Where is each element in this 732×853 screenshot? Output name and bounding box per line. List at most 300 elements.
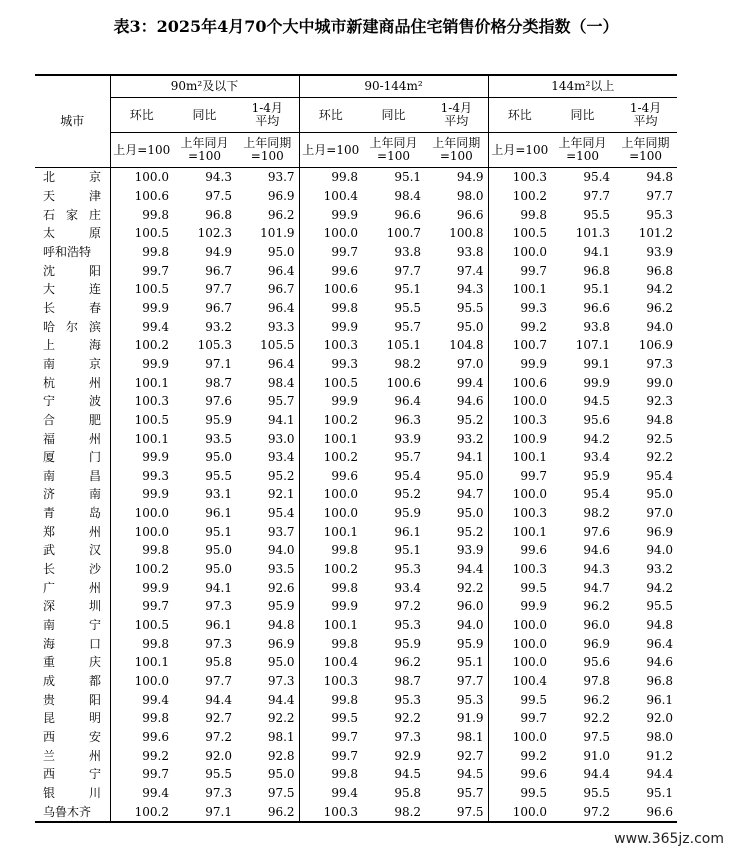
city-name-char: 州 <box>88 580 101 595</box>
value-cell: 100.1 <box>512 524 548 539</box>
value-cell: 93.9 <box>394 431 422 446</box>
value-cell: 100.4 <box>323 655 359 670</box>
city-name-cell <box>35 728 110 747</box>
city-name-char: 济 <box>43 487 56 502</box>
city-name-char: 京 <box>88 170 101 185</box>
city-name-char: 波 <box>88 394 101 409</box>
value-cell: 97.1 <box>173 802 236 822</box>
value-cell: 94.4 <box>236 690 299 709</box>
value-cell: 95.7 <box>394 319 422 334</box>
value-cell: 94.4 <box>425 560 488 579</box>
value-cell: 99.3 <box>331 356 359 371</box>
value-cell: 95.3 <box>425 690 488 709</box>
value-cell: 95.3 <box>394 618 422 633</box>
value-cell: 94.1 <box>205 580 232 595</box>
value-cell: 98.7 <box>394 674 422 689</box>
value-cell: 94.8 <box>646 412 674 427</box>
value-cell: 94.7 <box>425 485 488 504</box>
city-name-char: 阳 <box>88 263 101 278</box>
value-cell: 101.2 <box>638 226 674 241</box>
value-cell: 94.3 <box>583 562 611 577</box>
base-header-cell: 上年同月 =100 <box>362 133 425 168</box>
subheader-cell: 1-4月 平均 <box>236 98 299 133</box>
value-cell: 95.0 <box>425 317 488 336</box>
value-cell: 95.6 <box>583 655 611 670</box>
value-cell: 94.9 <box>205 244 232 259</box>
city-name-char: 长 <box>43 300 56 315</box>
value-cell: 96.1 <box>394 524 422 539</box>
city-name-char: 南 <box>43 618 56 633</box>
value-cell: 100.1 <box>134 431 169 446</box>
value-cell: 100.2 <box>134 338 169 353</box>
value-cell: 94.0 <box>646 319 674 334</box>
table-row <box>35 522 677 541</box>
city-name-cell <box>35 467 110 486</box>
city-name-char: 重 <box>43 655 56 670</box>
value-cell: 95.1 <box>205 524 232 539</box>
value-cell: 92.1 <box>236 485 299 504</box>
city-name-cell <box>35 578 110 597</box>
value-cell: 93.0 <box>236 429 299 448</box>
value-cell: 99.5 <box>331 711 359 726</box>
table-row <box>35 411 677 430</box>
value-cell: 92.0 <box>205 748 232 763</box>
value-cell: 99.7 <box>142 599 169 614</box>
table-row <box>35 448 677 467</box>
value-cell: 95.5 <box>205 767 232 782</box>
value-cell: 100.6 <box>386 375 422 390</box>
city-name-cell <box>35 672 110 691</box>
value-cell: 93.8 <box>583 319 611 334</box>
table-row <box>35 205 677 224</box>
city-name-char: 宁 <box>88 767 101 782</box>
base-header-cell: 上月=100 <box>299 133 362 168</box>
table-row <box>35 336 677 355</box>
value-cell: 99.5 <box>520 692 548 707</box>
city-column-header: 城市 <box>35 75 110 168</box>
value-cell: 99.9 <box>142 487 169 502</box>
value-cell: 94.3 <box>205 170 232 185</box>
city-name-char: 深 <box>43 599 56 614</box>
city-name-char: 西 <box>43 767 56 782</box>
group-header: 90-144m² <box>299 75 488 98</box>
value-cell: 100.0 <box>323 226 359 241</box>
value-cell: 96.9 <box>583 636 611 651</box>
subheader-cell: 1-4月 平均 <box>614 98 677 133</box>
value-cell: 98.0 <box>646 730 674 745</box>
value-cell: 97.5 <box>425 802 488 822</box>
value-cell: 99.7 <box>520 711 548 726</box>
value-cell: 99.8 <box>331 636 359 651</box>
subheader-cell: 环比 <box>299 98 362 133</box>
table-row <box>35 429 677 448</box>
city-name-cell <box>35 355 110 374</box>
value-cell: 94.6 <box>583 543 611 558</box>
table-row <box>35 784 677 803</box>
value-cell: 99.5 <box>520 580 548 595</box>
value-cell: 100.0 <box>512 394 548 409</box>
city-name-char: 庆 <box>88 655 101 670</box>
city-name-cell <box>35 261 110 280</box>
value-cell: 100.2 <box>134 562 169 577</box>
value-cell: 96.9 <box>236 187 299 206</box>
value-cell: 99.8 <box>331 543 359 558</box>
city-name-cell <box>35 280 110 299</box>
city-name-cell <box>35 392 110 411</box>
value-cell: 92.7 <box>205 711 232 726</box>
value-cell: 97.6 <box>205 394 232 409</box>
table-row <box>35 243 677 262</box>
city-name-char: 京 <box>88 356 101 371</box>
value-cell: 100.9 <box>512 431 548 446</box>
city-name-char: 郑 <box>43 524 56 539</box>
value-cell: 99.9 <box>520 356 548 371</box>
table-row <box>35 709 677 728</box>
city-name-char: 岛 <box>88 506 101 521</box>
city-name-cell <box>35 597 110 616</box>
value-cell: 99.6 <box>520 767 548 782</box>
value-cell: 96.7 <box>205 263 232 278</box>
value-cell: 95.0 <box>236 243 299 262</box>
value-cell: 100.5 <box>323 375 359 390</box>
value-cell: 95.5 <box>646 599 674 614</box>
value-cell: 100.0 <box>512 244 548 259</box>
value-cell: 94.4 <box>583 767 611 782</box>
value-cell: 102.3 <box>197 226 232 241</box>
value-cell: 97.3 <box>394 730 422 745</box>
value-cell: 98.4 <box>236 373 299 392</box>
city-name-cell <box>35 504 110 523</box>
value-cell: 99.6 <box>331 468 359 483</box>
city-name-char: 福 <box>43 431 56 446</box>
value-cell: 100.3 <box>323 674 359 689</box>
city-name-char: 南 <box>43 356 56 371</box>
city-name-char: 川 <box>88 785 101 800</box>
value-cell: 92.5 <box>646 431 674 446</box>
value-cell: 99.9 <box>331 319 359 334</box>
value-cell: 99.8 <box>520 207 548 222</box>
city-name-char: 肥 <box>88 412 101 427</box>
value-cell: 96.4 <box>394 394 422 409</box>
value-cell: 96.3 <box>394 412 422 427</box>
city-name-char: 贵 <box>43 692 56 707</box>
value-cell: 94.1 <box>236 411 299 430</box>
city-name-char: 明 <box>88 711 101 726</box>
value-cell: 96.4 <box>236 299 299 318</box>
value-cell: 95.8 <box>394 785 422 800</box>
value-cell: 94.0 <box>646 543 674 558</box>
value-cell: 100.3 <box>512 562 548 577</box>
value-cell: 100.0 <box>134 674 169 689</box>
city-name-cell <box>35 541 110 560</box>
value-cell: 96.8 <box>583 263 611 278</box>
value-cell: 95.9 <box>205 412 232 427</box>
value-cell: 100.0 <box>323 506 359 521</box>
city-name-cell <box>35 336 110 355</box>
value-cell: 98.4 <box>394 188 422 203</box>
value-cell: 97.3 <box>205 785 232 800</box>
value-cell: 99.6 <box>520 543 548 558</box>
city-name-char: 厦 <box>43 450 56 465</box>
value-cell: 101.9 <box>236 224 299 243</box>
value-cell: 95.0 <box>205 450 232 465</box>
city-name-char: 宁 <box>43 394 56 409</box>
value-cell: 93.5 <box>236 560 299 579</box>
city-name-cell <box>35 448 110 467</box>
value-cell: 99.8 <box>142 543 169 558</box>
city-name-char: 青 <box>43 506 56 521</box>
value-cell: 93.5 <box>205 431 232 446</box>
city-name-char: 原 <box>88 226 101 241</box>
city-name-char: 家 <box>65 207 78 222</box>
value-cell: 99.5 <box>520 785 548 800</box>
value-cell: 95.1 <box>394 170 422 185</box>
value-cell: 99.4 <box>142 319 169 334</box>
value-cell: 99.9 <box>331 599 359 614</box>
value-cell: 97.7 <box>425 672 488 691</box>
table-row <box>35 634 677 653</box>
value-cell: 96.2 <box>236 205 299 224</box>
value-cell: 95.5 <box>583 785 611 800</box>
value-cell: 100.6 <box>134 188 169 203</box>
value-cell: 92.7 <box>425 746 488 765</box>
value-cell: 92.2 <box>425 578 488 597</box>
city-name-char: 武 <box>43 543 56 558</box>
value-cell: 96.1 <box>205 506 232 521</box>
value-cell: 99.1 <box>583 356 611 371</box>
value-cell: 98.0 <box>425 187 488 206</box>
table-row <box>35 746 677 765</box>
value-cell: 93.4 <box>583 450 611 465</box>
value-cell: 99.8 <box>331 692 359 707</box>
city-name-char: 石 <box>43 207 56 222</box>
value-cell: 97.2 <box>205 730 232 745</box>
value-cell: 95.0 <box>425 504 488 523</box>
value-cell: 93.7 <box>236 168 299 187</box>
value-cell: 95.0 <box>236 765 299 784</box>
value-cell: 100.7 <box>386 226 422 241</box>
base-header-cell: 上年同期 =100 <box>236 133 299 168</box>
value-cell: 100.5 <box>134 618 169 633</box>
table-row <box>35 224 677 243</box>
value-cell: 97.3 <box>205 599 232 614</box>
city-name-cell <box>35 168 110 187</box>
value-cell: 96.1 <box>646 692 674 707</box>
value-cell: 95.5 <box>205 468 232 483</box>
city-name-cell <box>35 560 110 579</box>
value-cell: 93.2 <box>425 429 488 448</box>
table-row <box>35 317 677 336</box>
value-cell: 98.1 <box>425 728 488 747</box>
city-name-char: 春 <box>88 300 101 315</box>
value-cell: 94.9 <box>425 168 488 187</box>
value-cell: 95.5 <box>583 207 611 222</box>
value-cell: 92.6 <box>236 578 299 597</box>
value-cell: 99.7 <box>331 730 359 745</box>
value-cell: 101.3 <box>575 226 611 241</box>
value-cell: 95.4 <box>394 468 422 483</box>
value-cell: 92.8 <box>236 746 299 765</box>
value-cell: 99.8 <box>331 300 359 315</box>
value-cell: 94.3 <box>425 280 488 299</box>
value-cell: 99.3 <box>142 468 169 483</box>
base-header-cell: 上年同月 =100 <box>173 133 236 168</box>
value-cell: 96.0 <box>583 618 611 633</box>
value-cell: 92.2 <box>394 711 422 726</box>
value-cell: 96.9 <box>646 524 674 539</box>
table-row <box>35 504 677 523</box>
value-cell: 96.9 <box>236 634 299 653</box>
value-cell: 100.0 <box>134 506 169 521</box>
value-cell: 94.1 <box>583 244 611 259</box>
value-cell: 96.4 <box>236 261 299 280</box>
value-cell: 100.0 <box>512 618 548 633</box>
value-cell: 95.9 <box>236 597 299 616</box>
value-cell: 95.3 <box>646 207 674 222</box>
value-cell: 100.3 <box>512 506 548 521</box>
table-row <box>35 690 677 709</box>
value-cell: 93.3 <box>236 317 299 336</box>
value-cell: 95.1 <box>583 282 611 297</box>
value-cell: 96.0 <box>425 597 488 616</box>
city-name-char: 昆 <box>43 711 56 726</box>
city-name-cell <box>35 784 110 803</box>
value-cell: 94.7 <box>583 580 611 595</box>
value-cell: 97.5 <box>236 784 299 803</box>
value-cell: 98.2 <box>394 356 422 371</box>
value-cell: 93.2 <box>205 319 232 334</box>
city-name-char: 大 <box>43 282 56 297</box>
value-cell: 96.8 <box>205 207 232 222</box>
value-cell: 97.8 <box>583 674 611 689</box>
value-cell: 99.6 <box>142 730 169 745</box>
value-cell: 99.7 <box>331 748 359 763</box>
value-cell: 95.1 <box>646 785 674 800</box>
base-header-cell: 上月=100 <box>488 133 551 168</box>
value-cell: 95.2 <box>394 487 422 502</box>
value-cell: 100.1 <box>134 375 169 390</box>
value-cell: 100.5 <box>134 282 169 297</box>
value-cell: 99.7 <box>142 263 169 278</box>
value-cell: 96.7 <box>236 280 299 299</box>
value-cell: 91.9 <box>425 709 488 728</box>
value-cell: 94.5 <box>425 765 488 784</box>
value-cell: 93.7 <box>236 522 299 541</box>
city-name-cell <box>35 634 110 653</box>
value-cell: 94.2 <box>646 282 674 297</box>
value-cell: 94.5 <box>394 767 422 782</box>
value-cell: 94.2 <box>583 431 611 446</box>
city-name-char: 海 <box>43 636 56 651</box>
table-row <box>35 392 677 411</box>
value-cell: 95.2 <box>425 411 488 430</box>
city-name-char: 汉 <box>88 543 101 558</box>
value-cell: 95.9 <box>425 634 488 653</box>
value-cell: 95.9 <box>394 506 422 521</box>
value-cell: 94.2 <box>646 580 674 595</box>
value-cell: 93.2 <box>646 562 674 577</box>
city-name-cell <box>35 485 110 504</box>
value-cell: 96.4 <box>646 636 674 651</box>
value-cell: 95.4 <box>646 468 674 483</box>
value-cell: 94.1 <box>425 448 488 467</box>
city-name-char: 西 <box>43 730 56 745</box>
table-row <box>35 373 677 392</box>
city-name: 呼和浩特 <box>43 244 92 259</box>
value-cell: 93.4 <box>394 580 422 595</box>
city-name-cell <box>35 411 110 430</box>
value-cell: 94.0 <box>236 541 299 560</box>
value-cell: 100.3 <box>323 338 359 353</box>
value-cell: 96.2 <box>394 655 422 670</box>
city-name-cell <box>35 522 110 541</box>
value-cell: 100.0 <box>512 636 548 651</box>
value-cell: 100.5 <box>512 226 548 241</box>
value-cell: 92.2 <box>583 711 611 726</box>
value-cell: 104.8 <box>425 336 488 355</box>
value-cell: 99.9 <box>520 599 548 614</box>
value-cell: 100.3 <box>299 802 362 822</box>
city-name-char: 广 <box>43 580 56 595</box>
value-cell: 99.8 <box>142 636 169 651</box>
city-name-char: 天 <box>43 188 56 203</box>
city-name-char: 阳 <box>88 692 101 707</box>
city-name-char: 上 <box>43 338 56 353</box>
city-name-char: 尔 <box>65 319 78 334</box>
value-cell: 95.0 <box>205 562 232 577</box>
city-name-char: 哈 <box>43 319 56 334</box>
value-cell: 97.7 <box>646 188 674 203</box>
value-cell: 95.0 <box>425 467 488 486</box>
value-cell: 100.8 <box>425 224 488 243</box>
value-cell: 105.3 <box>197 338 232 353</box>
value-cell: 100.5 <box>134 412 169 427</box>
value-cell: 95.4 <box>583 170 611 185</box>
value-cell: 93.8 <box>394 244 422 259</box>
value-cell: 94.4 <box>646 767 674 782</box>
value-cell: 97.5 <box>583 730 611 745</box>
value-cell: 96.8 <box>646 263 674 278</box>
city-name-cell <box>35 765 110 784</box>
value-cell: 100.1 <box>134 655 169 670</box>
value-cell: 97.7 <box>205 674 232 689</box>
value-cell: 97.2 <box>394 599 422 614</box>
value-cell: 96.2 <box>236 802 299 822</box>
value-cell: 100.0 <box>512 730 548 745</box>
value-cell: 95.7 <box>425 784 488 803</box>
city-name-cell <box>35 802 110 822</box>
value-cell: 97.3 <box>236 672 299 691</box>
value-cell: 97.5 <box>205 188 232 203</box>
value-cell: 95.4 <box>236 504 299 523</box>
table-row <box>35 653 677 672</box>
value-cell: 99.9 <box>583 375 611 390</box>
value-cell: 99.0 <box>646 375 674 390</box>
value-cell: 99.9 <box>331 394 359 409</box>
city-name: 乌鲁木齐 <box>43 804 92 819</box>
value-cell: 99.3 <box>520 300 548 315</box>
value-cell: 99.9 <box>142 300 169 315</box>
value-cell: 92.9 <box>394 748 422 763</box>
subheader-cell: 环比 <box>110 98 173 133</box>
value-cell: 94.0 <box>425 616 488 635</box>
value-cell: 96.2 <box>646 300 674 315</box>
value-cell: 100.4 <box>323 188 359 203</box>
value-cell: 105.1 <box>386 338 422 353</box>
value-cell: 99.8 <box>331 170 359 185</box>
value-cell: 96.4 <box>236 355 299 374</box>
value-cell: 97.0 <box>646 506 674 521</box>
